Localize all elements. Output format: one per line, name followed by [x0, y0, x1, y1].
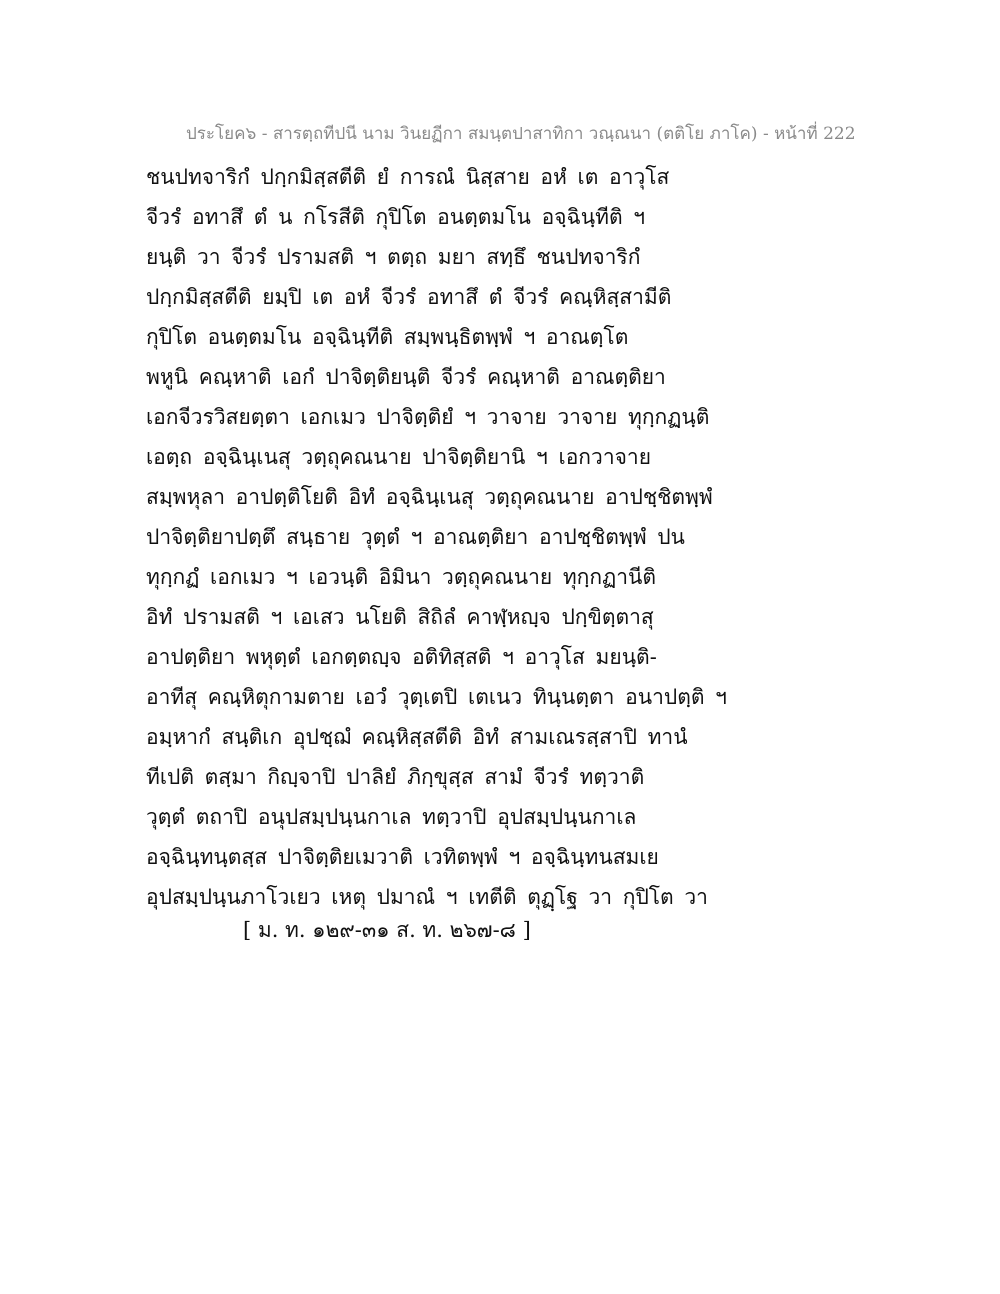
text-line: อาทีสุ คณฺหิตุกามตาย เอวํ วุตฺเตปิ เตเนว ทินฺนตฺตา อนาปตฺติ ฯ	[146, 685, 727, 709]
text-line: ชนปทจาริกํ ปกฺกมิสฺสตีติ ยํ การณํ นิสฺสาย อหํ เต อาวุโส	[146, 165, 670, 189]
text-line: ทุกฺกฏํ เอกเมว ฯ เอวนฺติ อิมินา วตฺถุคณนาย ทุกฺกฏานีติ	[146, 565, 656, 589]
text-line: อมฺหากํ สนฺติเก อุปชฺฌํ คณฺหิสฺสตีติ อิทํ สามเณรสฺสาปิ ทานํ	[146, 725, 688, 749]
text-line: อุปสมฺปนฺนภาโวเยว เหตุ ปมาณํ ฯ เทตีติ ตุฏฺโฐ วา กุปิโต วา	[146, 885, 708, 909]
text-line: อาปตฺติยา พหุตฺตํ เอกตฺตญฺจ อติทิสฺสติ ฯ อาวุโส มยนฺติ-	[146, 645, 657, 669]
citation-reference: [ ม. ท. ๑๒๙-๓๑ ส. ท. ๒๖๗-๘ ]	[243, 918, 531, 942]
text-line: พหูนิ คณฺหาติ เอกํ ปาจิตฺติยนฺติ จีวรํ คณฺหาติ อาณตฺติยา	[146, 365, 666, 389]
text-line: กุปิโต อนตฺตมโน อจฺฉินฺทีติ สมฺพนฺธิตพฺพํ ฯ อาณตฺโต	[146, 325, 629, 349]
text-line: อิทํ ปรามสติ ฯ เอเสว นโยติ สิถิลํ คาฬฺหญฺจ ปกฺขิตฺตาสุ	[146, 605, 654, 629]
text-line: อจฺฉินฺทนฺตสฺส ปาจิตฺติยเมวาติ เวทิตพฺพํ ฯ อจฺฉินฺทนสมเย	[146, 845, 659, 869]
text-line: ทีเปติ ตสฺมา กิญฺจาปิ ปาลิยํ ภิกฺขุสฺส สามํ จีวรํ ทตฺวาติ	[146, 765, 645, 789]
text-line: ปกฺกมิสฺสตีติ ยมฺปิ เต อหํ จีวรํ อทาสึ ตํ จีวรํ คณฺหิสฺสามีติ	[146, 285, 672, 309]
text-line: จีวรํ อทาสึ ตํ น กโรสีติ กุปิโต อนตฺตมโน อจฺฉินฺทีติ ฯ	[146, 205, 646, 229]
body-text	[146, 157, 846, 917]
text-line: ปาจิตฺติยาปตฺตึ สนฺธาย วุตฺตํ ฯ อาณตฺติยา อาปชฺชิตพฺพํ ปน	[146, 525, 685, 549]
page-header: ประโยค๖ - สารตฺถทีปนี นาม วินยฏีกา สมนฺตปาสาทิกา วณฺณนา (ตติโย ภาโค) - หน้าที่ 222	[186, 124, 856, 144]
text-line: เอกจีวรวิสยตฺตา เอกเมว ปาจิตฺติยํ ฯ วาจาย วาจาย ทุกฺกฏนฺติ	[146, 405, 710, 429]
text-line: สมฺพหุลา อาปตฺติโยติ อิทํ อจฺฉินฺเนสุ วตฺถุคณนาย อาปชฺชิตพฺพํ	[146, 485, 713, 509]
text-line: วุตฺตํ ตถาปิ อนุปสมฺปนฺนกาเล ทตฺวาปิ อุปสมฺปนฺนกาเล	[146, 805, 637, 829]
text-line: เอตฺถ อจฺฉินฺเนสุ วตฺถุคณนาย ปาจิตฺติยานิ ฯ เอกวาจาย	[146, 445, 652, 469]
text-line: ยนฺติ วา จีวรํ ปรามสติ ฯ ตตฺถ มยา สทฺธึ ชนปทจาริกํ	[146, 245, 641, 269]
